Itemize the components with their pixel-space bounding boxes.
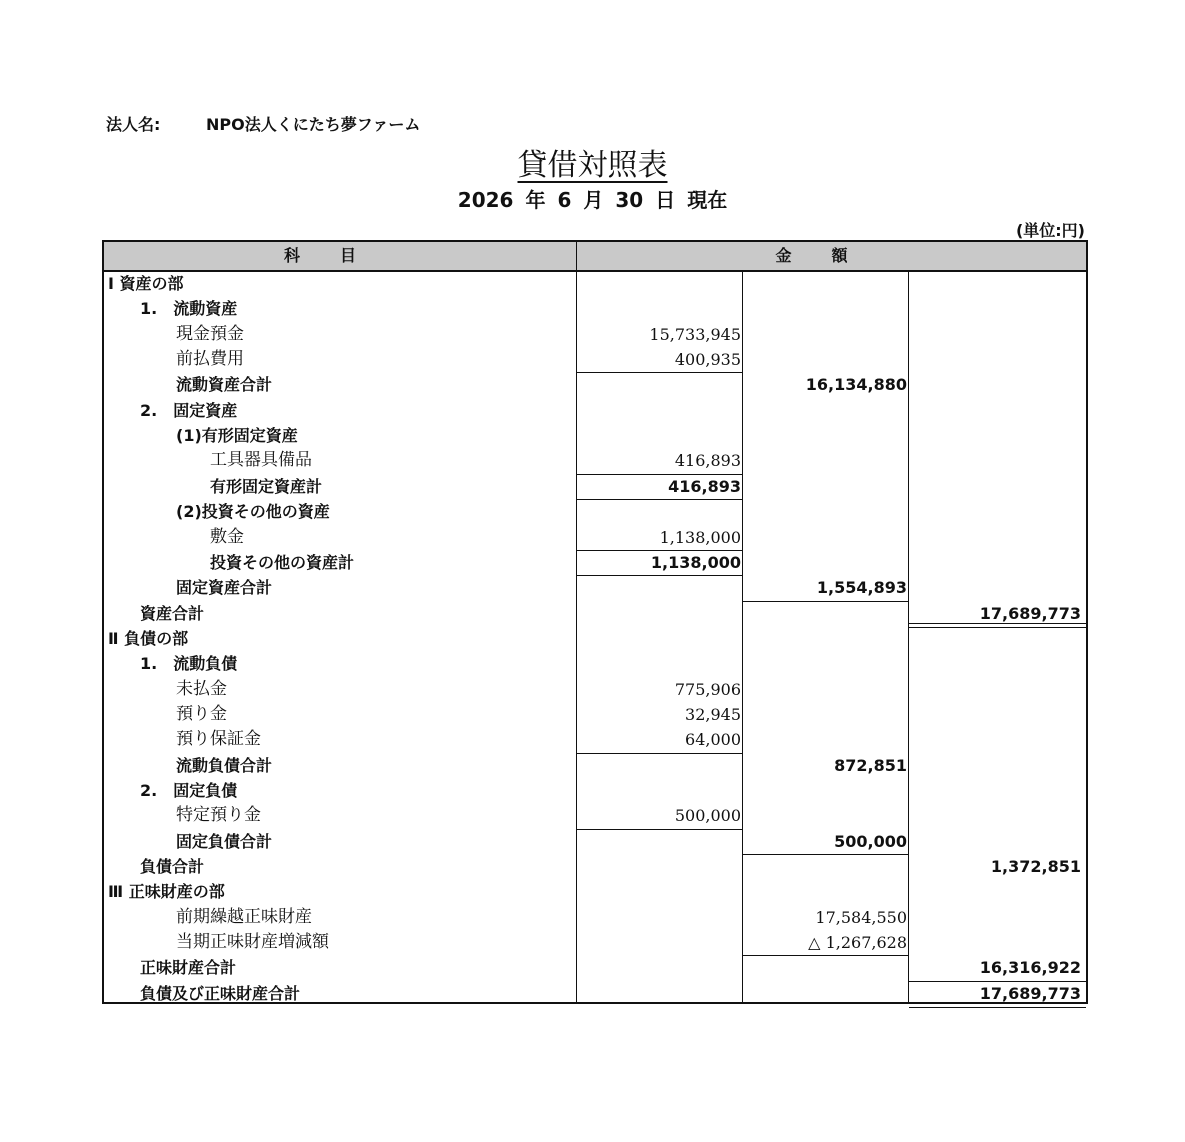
amount-c3: 17,689,773 — [979, 983, 1081, 1003]
total-double-rule — [909, 623, 1086, 628]
table-row — [104, 905, 1086, 930]
amount-c1: 1,138,000 — [659, 527, 741, 547]
amount-c2: 872,851 — [834, 755, 907, 775]
amount-c1: 1,138,000 — [650, 552, 741, 572]
amount-c1: 416,893 — [668, 476, 741, 496]
table-row — [104, 423, 1086, 448]
amount-c3: 17,689,773 — [979, 603, 1081, 623]
table-row — [104, 398, 1086, 423]
table-row — [104, 854, 1086, 879]
row-label: Ⅱ 負債の部 — [108, 628, 189, 648]
row-label: 工具器具備品 — [210, 450, 312, 471]
subtotal-rule — [743, 854, 908, 855]
subtotal-rule — [577, 474, 742, 475]
subtotal-rule — [577, 753, 742, 754]
amount-c2: 1,554,893 — [816, 578, 907, 598]
table-row — [104, 727, 1086, 752]
amount-c3: 1,372,851 — [990, 857, 1081, 877]
table-row — [104, 651, 1086, 676]
amount-c1: 64,000 — [685, 730, 741, 750]
table-row — [104, 322, 1086, 347]
corporation-label: 法人名: — [106, 115, 161, 134]
amount-c1: 500,000 — [674, 806, 741, 826]
row-label: 固定負債合計 — [176, 831, 273, 851]
amount-c1: 15,733,945 — [649, 324, 741, 344]
row-label: 有形固定資産計 — [210, 476, 323, 496]
amount-c2: 17,584,550 — [815, 907, 907, 927]
row-label: 未払金 — [176, 678, 227, 699]
corporation-line — [106, 112, 420, 135]
table-row — [104, 296, 1086, 321]
table-row — [104, 601, 1086, 626]
table-row — [104, 550, 1086, 575]
table-row — [104, 499, 1086, 524]
row-label: 資産合計 — [140, 603, 205, 623]
amount-c1: 32,945 — [685, 704, 741, 724]
subtotal-rule — [743, 601, 908, 602]
amount-c1: 775,906 — [674, 679, 741, 699]
date-suffix: 現在 — [687, 188, 728, 212]
row-label: 預り保証金 — [176, 729, 261, 750]
table-row — [104, 955, 1086, 980]
as-of-date — [0, 184, 1185, 213]
table-row — [104, 626, 1086, 651]
row-label: Ⅲ 正味財産の部 — [108, 882, 225, 902]
table-row — [104, 372, 1086, 397]
table-row — [104, 930, 1086, 955]
table-row — [104, 448, 1086, 473]
row-label: 1. 流動資産 — [140, 299, 238, 319]
table-row — [104, 474, 1086, 499]
subtotal-rule — [577, 372, 742, 373]
header-subject: 科目 — [104, 242, 577, 270]
date-year-unit: 年 — [525, 188, 546, 212]
row-label: 特定預り金 — [176, 805, 261, 826]
table-row — [104, 803, 1086, 828]
row-label: 流動負債合計 — [176, 755, 273, 775]
subtotal-rule — [743, 955, 908, 956]
row-label: 流動資産合計 — [176, 375, 273, 395]
subtotal-rule — [909, 981, 1086, 982]
subtotal-rule — [577, 499, 742, 500]
row-label: 前期繰越正味財産 — [176, 906, 312, 927]
table-row — [104, 778, 1086, 803]
date-month-unit: 月 — [583, 188, 604, 212]
corporation-name: NPO法人くにたち夢ファーム — [206, 115, 421, 134]
amount-c1: 400,935 — [674, 350, 741, 370]
document-title: 貸借対照表 — [517, 148, 668, 183]
row-label: (2)投資その他の資産 — [176, 502, 330, 522]
row-label: 2. 固定資産 — [140, 400, 238, 420]
table-row — [104, 879, 1086, 904]
row-label: (1)有形固定資産 — [176, 426, 298, 446]
row-label: 固定資産合計 — [176, 578, 273, 598]
row-label: 正味財産合計 — [140, 958, 237, 978]
row-label: 投資その他の資産計 — [210, 552, 355, 572]
date-day-unit: 日 — [655, 188, 676, 212]
amount-c2: 500,000 — [834, 831, 907, 851]
row-label: 現金預金 — [176, 323, 244, 344]
table-row — [104, 753, 1086, 778]
date-year: 2026 — [457, 188, 514, 212]
row-label: 預り金 — [176, 703, 227, 724]
row-label: 当期正味財産増減額 — [176, 932, 329, 953]
amount-c2: △ 1,267,628 — [808, 933, 907, 953]
amount-c3: 16,316,922 — [979, 958, 1081, 978]
table-row — [104, 677, 1086, 702]
header-amount: 金額 — [775, 246, 888, 265]
table-row — [104, 271, 1086, 296]
amount-c1: 416,893 — [674, 451, 741, 471]
subtotal-rule — [577, 550, 742, 551]
row-label: 負債合計 — [140, 857, 205, 877]
date-month: 6 — [557, 188, 572, 212]
row-label: 負債及び正味財産合計 — [140, 983, 301, 1003]
unit-label: (単位:円) — [1015, 221, 1085, 240]
table-row — [104, 575, 1086, 600]
subtotal-rule — [577, 575, 742, 576]
table-row — [104, 525, 1086, 550]
date-day: 30 — [615, 188, 644, 212]
row-label: Ⅰ 資産の部 — [108, 274, 184, 293]
row-label: 前払費用 — [176, 349, 244, 370]
table-row — [104, 347, 1086, 372]
row-label: 1. 流動負債 — [140, 654, 238, 674]
total-double-rule — [909, 1003, 1086, 1008]
amount-c2: 16,134,880 — [805, 375, 907, 395]
table-row — [104, 981, 1086, 1006]
table-row — [104, 702, 1086, 727]
table-header — [104, 242, 1086, 272]
table-row — [104, 829, 1086, 854]
subtotal-rule — [577, 829, 742, 830]
balance-sheet-table — [102, 240, 1088, 1004]
row-label: 敷金 — [210, 526, 244, 547]
row-label: 2. 固定負債 — [140, 781, 238, 800]
